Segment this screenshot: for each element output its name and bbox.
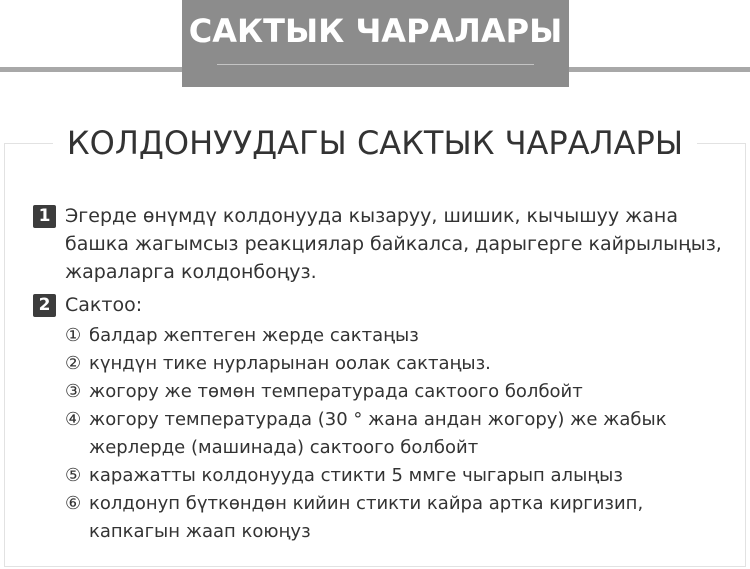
storage-text: жогору температурада (30 ° жана андан жогору) же жабык жерлерде (машинада) сактоого болбойт	[89, 409, 667, 458]
section-title-wrap	[0, 124, 750, 162]
circled-number: ⑥	[65, 493, 82, 514]
circled-number: ①	[65, 325, 82, 346]
list-item-1	[33, 202, 723, 286]
storage-text: жогору же төмөн температурада сактоого болбойт	[89, 381, 583, 402]
circled-number: ⑤	[65, 465, 82, 486]
storage-text: каражатты колдонууда стикти 5 ммге чыгарып алыңыз	[89, 465, 623, 486]
section-title: КОЛДОНУУДАГЫ САКТЫК ЧАРАЛАРЫ	[53, 124, 697, 162]
number-badge: 2	[33, 294, 56, 317]
circled-number: ③	[65, 381, 82, 402]
item-text: Сактоо:	[65, 294, 143, 316]
list-item-2	[33, 291, 723, 319]
item-text: Эгерде өнүмдү колдонууда кызаруу, шишик, кычышуу жана башка жагымсыз реакциялар байкалса, дарыгерге кайрылыңыз, жараларга колдонбоңуз.	[65, 205, 722, 283]
circled-number: ④	[65, 409, 82, 430]
number-badge: 1	[33, 205, 56, 228]
storage-text: балдар жептеген жерде сактаңыз	[89, 325, 419, 346]
storage-text: колдонуп бүткөндөн кийин стикти кайра артка киргизип, капкагын жаап коюңуз	[89, 493, 644, 542]
storage-text: күндүн тике нурларынан оолак сактаңыз.	[89, 353, 491, 374]
header-underline	[217, 64, 534, 65]
header-tab	[182, 0, 569, 87]
page-title: САКТЫК ЧАРАЛАРЫ	[188, 12, 563, 50]
circled-number: ②	[65, 353, 82, 374]
